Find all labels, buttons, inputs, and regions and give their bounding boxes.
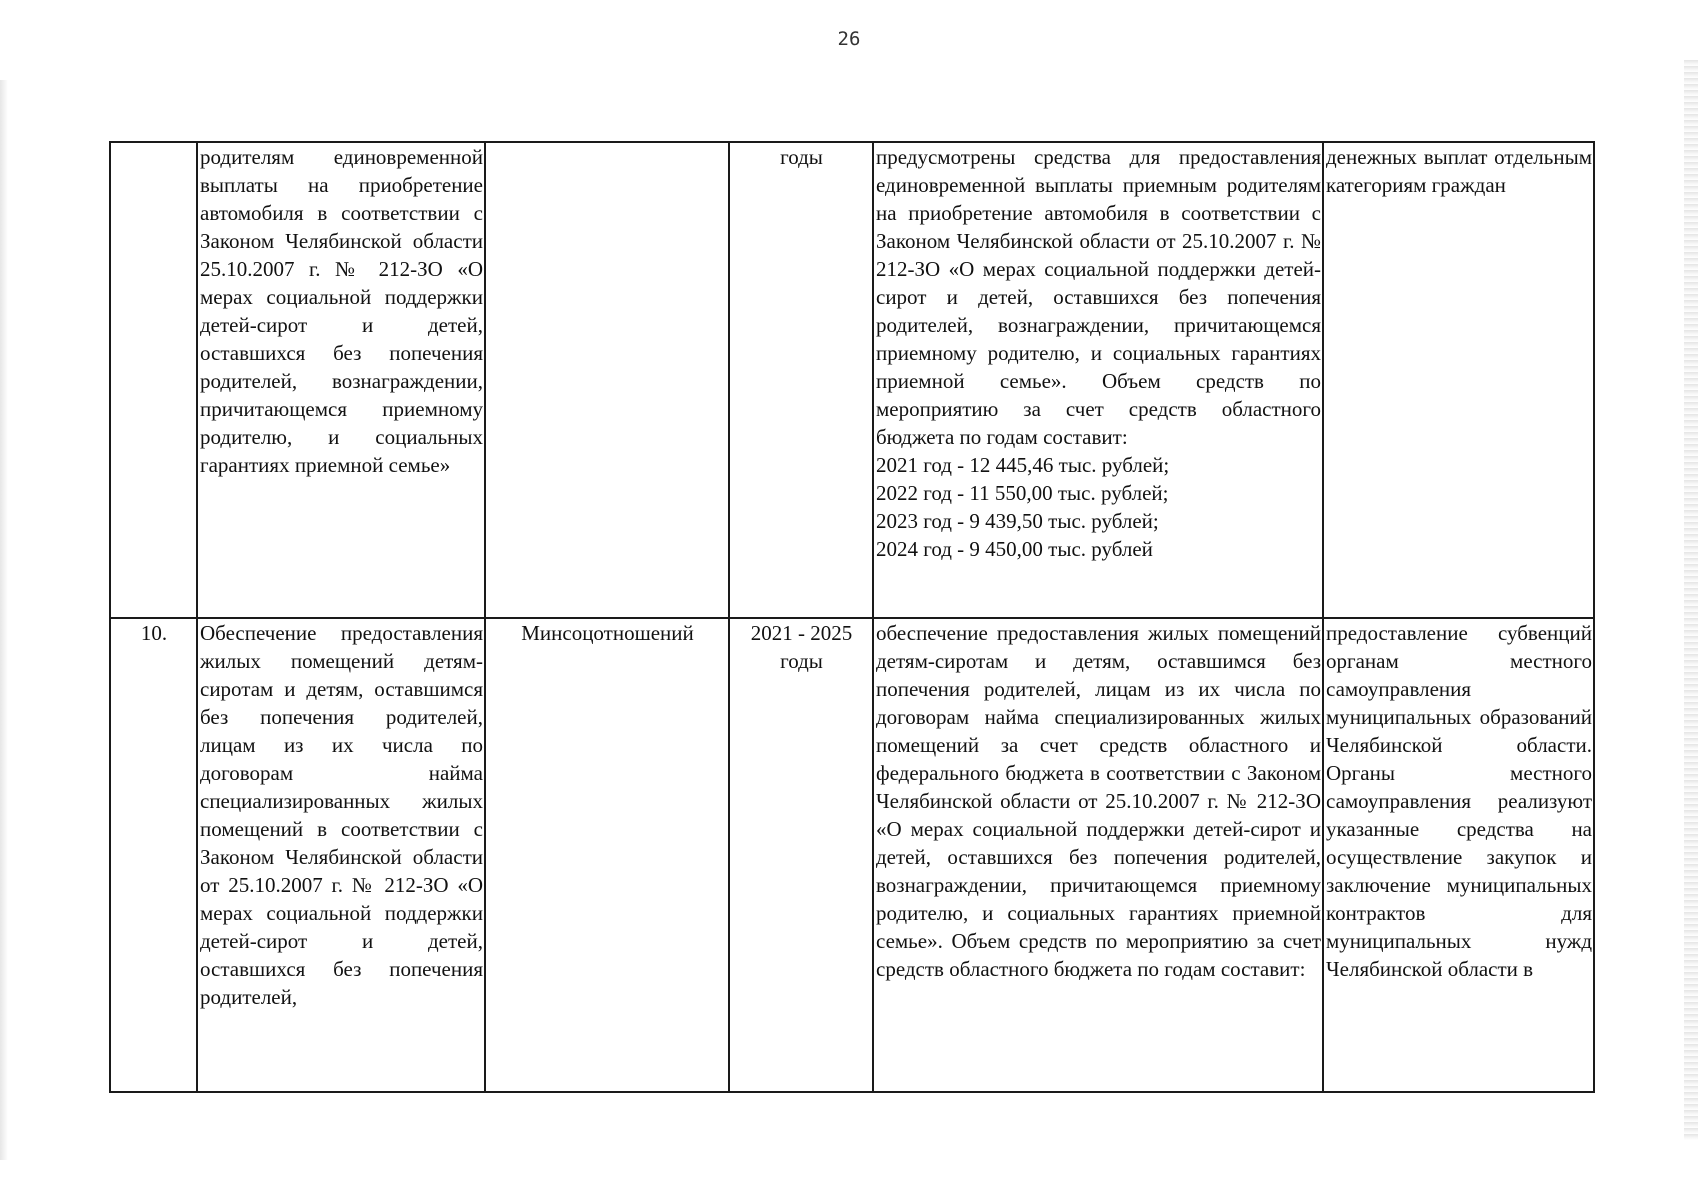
expected-result-cell — [873, 142, 1323, 618]
program-measures-table — [109, 141, 1595, 1093]
page-number: 26 — [837, 28, 861, 50]
result-year-line: 2023 год - 9 439,50 тыс. рублей; — [876, 509, 1159, 533]
result-text: предусмотрены средства для предоставления единовременной выплаты приемным родителям на приобретение автомобиля в соответствии с Законом Челябинской области от 25.10.2007 г. № 212-ЗО «О мерах социальной поддержки детей-сирот и детей, оставшихся без попечения родителей, вознаграждении, причитающемся приемному родителю, и социальных гарантиях приемной семье». Объем средств по мероприятию за счет средств областного бюджета по годам составит: — [876, 145, 1321, 449]
result-text: обеспечение предоставления жилых помещений детям-сиротам и детям, оставшимся без попечения родителей, лицам из их числа по договорам найма специализированных жилых помещений за счет средств областного и федерального бюджета в соответствии с Законом Челябинской области от 25.10.2007 г. № 212-ЗО «О мерах социальной поддержки детей-сирот и детей, оставшихся без попечения родителей, вознаграждении, причитающемся приемному родителю, и социальных гарантиях приемной семье». Объем средств по мероприятию за счет средств областного бюджета по годам составит: — [876, 621, 1321, 981]
period-cell: годы — [729, 142, 873, 618]
table-row — [110, 618, 1594, 1092]
mechanism-cell: предоставление субвенций органам местного самоуправления муниципальных образований Челябинской области. Органы местного самоуправления реализуют указанные средства на осуществление закупок и заключение муниципальных контрактов для муниципальных нужд Челябинской области в — [1323, 618, 1594, 1092]
scan-edge-right — [1684, 60, 1698, 1140]
executor-cell — [485, 142, 729, 618]
measure-name-cell: родителям единовременной выплаты на приобретение автомобиля в соответствии с Законом Челябинской области 25.10.2007 г. № 212-ЗО «О мерах социальной поддержки детей-сирот и детей, оставшихся без попечения родителей, вознаграждении, причитающемся приемному родителю, и социальных гарантиях приемной семье» — [197, 142, 485, 618]
row-number-cell — [110, 142, 197, 618]
expected-result-cell — [873, 618, 1323, 1092]
result-year-line: 2022 год - 11 550,00 тыс. рублей; — [876, 481, 1169, 505]
executor-cell: Минсоцотношений — [485, 618, 729, 1092]
measure-name-cell: Обеспечение предоставления жилых помещений детям-сиротам и детям, оставшимся без попечения родителей, лицам из их числа по договорам найма специализированных жилых помещений в соответствии с Законом Челябинской области от 25.10.2007 г. № 212-ЗО «О мерах социальной поддержки детей-сирот и детей, оставшихся без попечения родителей, — [197, 618, 485, 1092]
result-year-line: 2021 год - 12 445,46 тыс. рублей; — [876, 453, 1170, 477]
period-cell: 2021 - 2025 годы — [729, 618, 873, 1092]
mechanism-cell: денежных выплат отдельным категориям граждан — [1323, 142, 1594, 618]
table-row — [110, 142, 1594, 618]
row-number-cell: 10. — [110, 618, 197, 1092]
scan-edge-left — [0, 80, 8, 1160]
result-year-line: 2024 год - 9 450,00 тыс. рублей — [876, 537, 1153, 561]
